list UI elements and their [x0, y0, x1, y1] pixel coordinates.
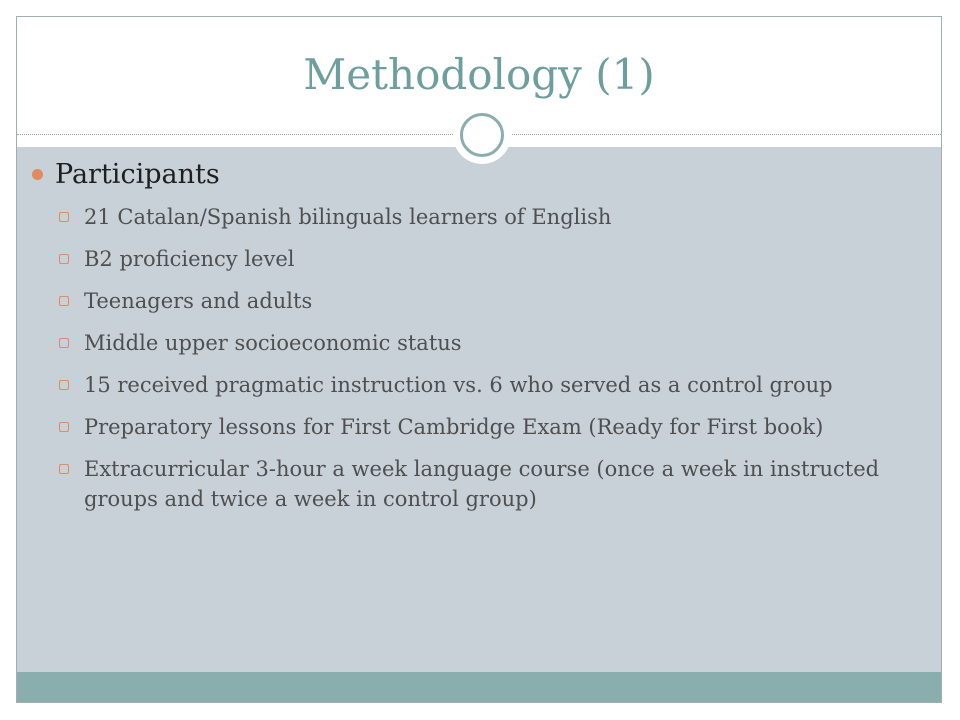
bullet-list — [58, 202, 918, 526]
ring-ornament-inner — [460, 113, 504, 157]
hollow-square-bullet-icon — [59, 254, 69, 264]
list-item — [58, 286, 918, 316]
list-item-text: B2 proficiency level — [84, 247, 295, 271]
list-item — [58, 454, 918, 514]
hollow-square-bullet-icon — [59, 422, 69, 432]
list-item-text: 15 received pragmatic instruction vs. 6 who served as a control group — [84, 373, 833, 397]
hollow-square-bullet-icon — [59, 212, 69, 222]
hollow-square-bullet-icon — [59, 296, 69, 306]
ring-ornament-icon — [453, 106, 511, 164]
list-item — [58, 370, 918, 400]
list-item-text: Extracurricular 3-hour a week language course (once a week in instructed groups and twice a week in control group) — [84, 457, 880, 511]
list-item — [58, 328, 918, 358]
list-item — [58, 412, 918, 442]
slide-title: Methodology (1) — [303, 50, 655, 99]
list-item-text: Preparatory lessons for First Cambridge Exam (Ready for First book) — [84, 415, 824, 439]
list-item-text: Middle upper socioeconomic status — [84, 331, 462, 355]
bottom-band — [17, 672, 941, 703]
list-item — [58, 244, 918, 274]
hollow-square-bullet-icon — [59, 464, 69, 474]
hollow-square-bullet-icon — [59, 338, 69, 348]
list-item-text: Teenagers and adults — [84, 289, 313, 313]
list-item-text: 21 Catalan/Spanish bilinguals learners of English — [84, 205, 612, 229]
section-heading — [32, 154, 220, 194]
filled-circle-bullet-icon — [32, 169, 43, 180]
section-heading-text: Participants — [55, 158, 220, 190]
list-item — [58, 202, 918, 232]
hollow-square-bullet-icon — [59, 380, 69, 390]
